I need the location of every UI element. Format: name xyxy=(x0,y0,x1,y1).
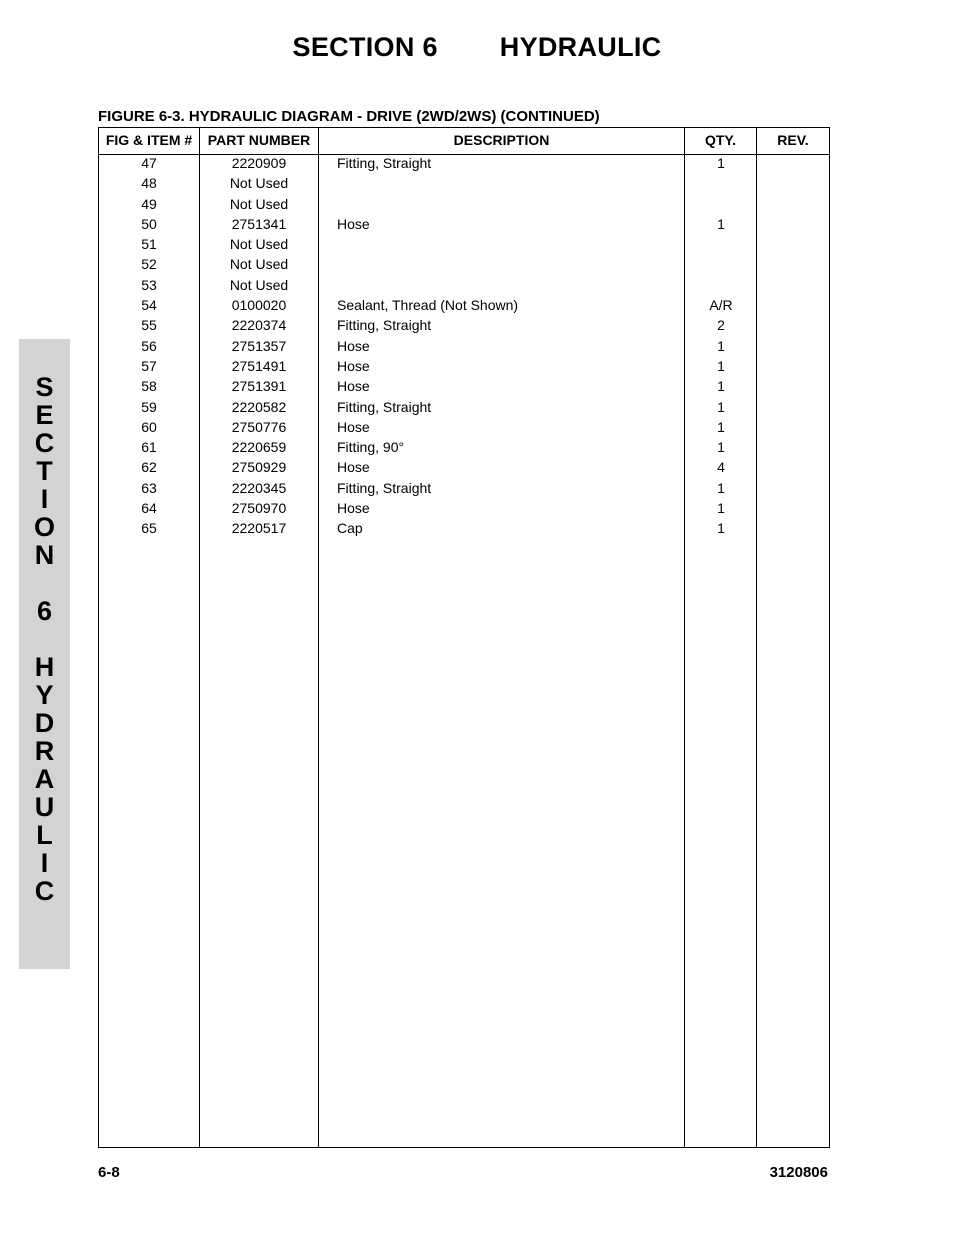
side-tab-letter: E xyxy=(35,400,54,430)
side-tab-letter: H xyxy=(34,652,55,682)
description-cell: Fitting, Straight xyxy=(337,479,432,496)
table-row xyxy=(99,500,829,520)
side-tab-letter: T xyxy=(36,456,53,486)
table-row xyxy=(99,196,829,216)
qty-cell: 4 xyxy=(717,459,725,476)
part-number-cell: Not Used xyxy=(229,195,289,212)
header-description: DESCRIPTION xyxy=(453,132,550,148)
item-cell: 48 xyxy=(141,175,157,192)
page-title xyxy=(0,32,954,63)
description-cell: Fitting, Straight xyxy=(337,398,432,415)
table-row xyxy=(99,216,829,236)
header-item: FIG & ITEM # xyxy=(105,132,193,148)
item-cell: 65 xyxy=(141,520,157,537)
side-tab-letter: Y xyxy=(35,680,54,710)
part-number-cell: 2750776 xyxy=(231,418,287,435)
qty-cell: 1 xyxy=(717,479,725,496)
side-tab-letter: O xyxy=(33,512,55,542)
item-cell: 62 xyxy=(141,459,157,476)
qty-cell: 2 xyxy=(717,317,725,334)
table-row xyxy=(99,236,829,256)
parts-table xyxy=(98,127,830,1148)
part-number-cell: 2751491 xyxy=(231,357,287,374)
item-cell: 64 xyxy=(141,500,157,517)
qty-cell: 1 xyxy=(717,357,725,374)
side-tab-letter: L xyxy=(36,820,53,850)
table-row xyxy=(99,297,829,317)
table-row xyxy=(99,317,829,337)
qty-cell: 1 xyxy=(717,378,725,395)
description-cell: Hose xyxy=(337,459,370,476)
table-row xyxy=(99,175,829,195)
part-number-cell: Not Used xyxy=(229,276,289,293)
description-cell: Sealant, Thread (Not Shown) xyxy=(337,297,519,314)
table-header xyxy=(99,128,829,155)
table-row xyxy=(99,338,829,358)
description-cell: Hose xyxy=(337,418,370,435)
document-number: 3120806 xyxy=(769,1164,828,1181)
item-cell: 56 xyxy=(141,337,157,354)
part-number-cell: 0100020 xyxy=(231,297,287,314)
side-tab-letter: S xyxy=(35,372,54,402)
side-tab-letter: D xyxy=(34,708,55,738)
qty-cell: A/R xyxy=(709,297,733,314)
description-cell: Fitting, 90° xyxy=(337,439,405,456)
item-cell: 55 xyxy=(141,317,157,334)
side-tab-letter: U xyxy=(34,792,55,822)
part-number-cell: 2220582 xyxy=(231,398,287,415)
part-number-cell: 2220659 xyxy=(231,439,287,456)
page-number: 6-8 xyxy=(98,1164,120,1181)
part-number-cell: 2751357 xyxy=(231,337,287,354)
qty-cell: 1 xyxy=(717,500,725,517)
table-body xyxy=(99,155,829,541)
item-cell: 49 xyxy=(141,195,157,212)
side-tab-letters xyxy=(19,373,70,905)
side-tab-letter: C xyxy=(34,428,55,458)
side-tab-letter: N xyxy=(34,540,55,570)
qty-cell: 1 xyxy=(717,520,725,537)
side-tab-letter: I xyxy=(40,484,49,514)
section-name: HYDRAULIC xyxy=(499,32,662,62)
description-cell: Hose xyxy=(337,357,370,374)
table-row xyxy=(99,358,829,378)
table-row xyxy=(99,480,829,500)
part-number-cell: 2750970 xyxy=(231,500,287,517)
item-cell: 51 xyxy=(141,236,157,253)
item-cell: 53 xyxy=(141,276,157,293)
description-cell: Hose xyxy=(337,500,370,517)
description-cell: Fitting, Straight xyxy=(337,155,432,171)
description-cell: Hose xyxy=(337,378,370,395)
part-number-cell: Not Used xyxy=(229,175,289,192)
side-tab-letter: R xyxy=(34,736,55,766)
header-part-number: PART NUMBER xyxy=(207,132,311,148)
table-row xyxy=(99,419,829,439)
item-cell: 50 xyxy=(141,215,157,232)
item-cell: 47 xyxy=(141,155,157,171)
table-row xyxy=(99,520,829,540)
qty-cell: 1 xyxy=(717,155,725,171)
item-cell: 59 xyxy=(141,398,157,415)
description-cell: Fitting, Straight xyxy=(337,317,432,334)
part-number-cell: 2220909 xyxy=(231,155,287,171)
part-number-cell: 2220345 xyxy=(231,479,287,496)
side-tab-letter: 6 xyxy=(36,596,53,626)
part-number-cell: 2751341 xyxy=(231,215,287,232)
qty-cell: 1 xyxy=(717,439,725,456)
table-row xyxy=(99,277,829,297)
item-cell: 54 xyxy=(141,297,157,314)
header-qty: QTY. xyxy=(704,132,737,148)
item-cell: 57 xyxy=(141,357,157,374)
side-tab-letter: C xyxy=(34,876,55,906)
part-number-cell: 2750929 xyxy=(231,459,287,476)
table-row xyxy=(99,378,829,398)
item-cell: 63 xyxy=(141,479,157,496)
table-row xyxy=(99,155,829,175)
part-number-cell: Not Used xyxy=(229,256,289,273)
section-number: SECTION 6 xyxy=(292,32,438,62)
header-rev: REV. xyxy=(777,132,809,148)
item-cell: 60 xyxy=(141,418,157,435)
qty-cell: 1 xyxy=(717,398,725,415)
item-cell: 58 xyxy=(141,378,157,395)
description-cell: Hose xyxy=(337,337,370,354)
figure-caption: FIGURE 6-3. HYDRAULIC DIAGRAM - DRIVE (2WD/2WS) (CONTINUED) xyxy=(98,108,600,125)
side-tab-letter: A xyxy=(34,764,55,794)
item-cell: 52 xyxy=(141,256,157,273)
table-row xyxy=(99,439,829,459)
qty-cell: 1 xyxy=(717,337,725,354)
table-row xyxy=(99,399,829,419)
description-cell: Cap xyxy=(337,520,363,537)
item-cell: 61 xyxy=(141,439,157,456)
qty-cell: 1 xyxy=(717,418,725,435)
section-side-tab xyxy=(19,339,70,969)
table-row xyxy=(99,459,829,479)
table-row xyxy=(99,256,829,276)
part-number-cell: 2220374 xyxy=(231,317,287,334)
part-number-cell: 2751391 xyxy=(231,378,287,395)
qty-cell: 1 xyxy=(717,215,725,232)
description-cell: Hose xyxy=(337,215,370,232)
side-tab-letter: I xyxy=(40,848,49,878)
part-number-cell: 2220517 xyxy=(231,520,287,537)
part-number-cell: Not Used xyxy=(229,236,289,253)
